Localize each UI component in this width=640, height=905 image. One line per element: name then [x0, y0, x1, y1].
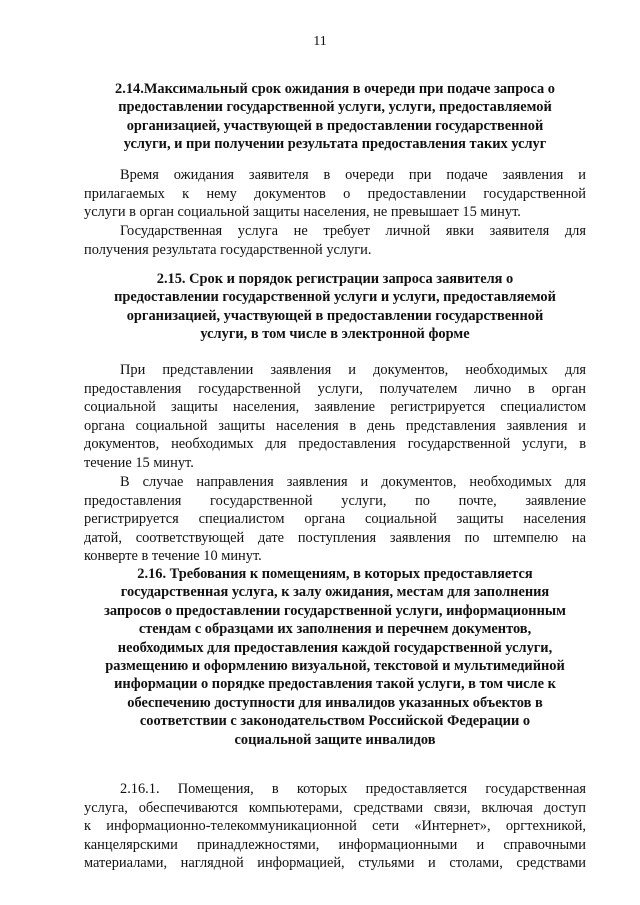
- heading-line: предоставлении государственной услуги и услуги, предоставляемой: [114, 289, 556, 306]
- heading-line: 2.15. Срок и порядок регистрации запроса заявителя о: [156, 271, 514, 287]
- section-2-14-paragraph-1: [84, 166, 586, 222]
- heading-line: организацией, участвующей в предоставлении государственной: [126, 117, 544, 134]
- paragraph-line: материалами, наглядной информацией, стульями и столами, средствами: [84, 855, 586, 872]
- paragraph-line: Время ожидания заявителя в очереди при подаче заявления и: [120, 167, 586, 183]
- section-2-14-paragraph-2: [84, 222, 586, 259]
- heading-line: 2.16. Требования к помещениям, в которых предоставляется: [137, 566, 533, 582]
- heading-line: размещению и оформлению визуальной, текстовой и мультимедийной: [105, 658, 565, 675]
- heading-line: организацией, участвующей в предоставлении государственной: [126, 307, 544, 324]
- heading-line: стендам с образцами их заполнения и перечнем документов,: [138, 621, 532, 638]
- section-2-15-paragraph-1: [84, 361, 586, 473]
- heading-line: услуги, в том числе в электронной форме: [200, 326, 470, 343]
- paragraph-line: В случае направления заявления и документов, необходимых для: [120, 474, 586, 490]
- heading-line: предоставлении государственной услуги, услуги, предоставляемой: [118, 99, 552, 116]
- paragraph-line: социальной защиты населения, заявление регистрируется специалистом: [84, 399, 586, 416]
- paragraph-line: предоставления государственной услуги, получателем лично в орган: [84, 380, 586, 397]
- section-2-16-paragraph-1: [84, 780, 586, 873]
- section-2-14-heading: [84, 80, 586, 154]
- page-number: 11: [313, 34, 327, 49]
- paragraph-line: Государственная услуга не требует личной явки заявителя для: [120, 223, 586, 239]
- section-2-15-paragraph-2: [84, 473, 586, 566]
- paragraph-line: предоставления государственной услуги, по почте, заявление: [84, 492, 586, 509]
- heading-line: государственная услуга, к залу ожидания, местам для заполнения: [120, 584, 550, 601]
- paragraph-line: регистрируется специалистом органа социальной защиты населения: [84, 511, 586, 528]
- paragraph-line: При представлении заявления и документов, необходимых для: [120, 362, 586, 378]
- paragraph-line: к информационно-телекоммуникационной сети «Интернет», оргтехникой,: [84, 818, 586, 835]
- paragraph-line: документов, необходимых для предоставления государственной услуги, в: [84, 436, 586, 453]
- heading-line: обеспечению доступности для инвалидов указанных объектов в: [127, 694, 543, 711]
- paragraph-line: датой, соответствующей дате поступления заявления по штемпелю на: [84, 529, 586, 546]
- heading-line: социальной защите инвалидов: [234, 731, 436, 748]
- paragraph-line: органа социальной защиты населения в день представления заявления и: [84, 417, 586, 434]
- paragraph-line: получения результата государственной услуги.: [84, 241, 372, 258]
- paragraph-line: 2.16.1. Помещения, в которых предоставляется государственная: [120, 781, 586, 797]
- paragraph-line: конверте в течение 10 минут.: [84, 548, 262, 565]
- heading-line: 2.14.Максимальный срок ожидания в очереди при подаче запроса о: [115, 81, 555, 97]
- heading-line: соответствии с законодательством Российской Федерации о: [139, 713, 531, 730]
- heading-line: услуги, и при получении результата предоставления таких услуг: [123, 136, 547, 153]
- paragraph-line: услуга, обеспечиваются компьютерами, средствами связи, включая доступ: [84, 799, 586, 816]
- heading-line: информации о порядке предоставления такой услуги, в том числе к: [114, 676, 556, 693]
- paragraph-line: услуги в орган социальной защиты населения, не превышает 15 минут.: [84, 204, 521, 221]
- paragraph-line: канцелярскими принадлежностями, информационными и справочными: [84, 836, 586, 853]
- section-2-15-heading: [84, 270, 586, 344]
- heading-line: запросов о предоставлении государственной услуги, информационным: [104, 602, 566, 619]
- paragraph-line: прилагаемых к нему документов о предоставлении государственной: [84, 185, 586, 202]
- section-2-16-heading: [84, 565, 586, 749]
- paragraph-line: течение 15 минут.: [84, 454, 194, 471]
- heading-line: необходимых для предоставления каждой государственной услуги,: [117, 639, 553, 656]
